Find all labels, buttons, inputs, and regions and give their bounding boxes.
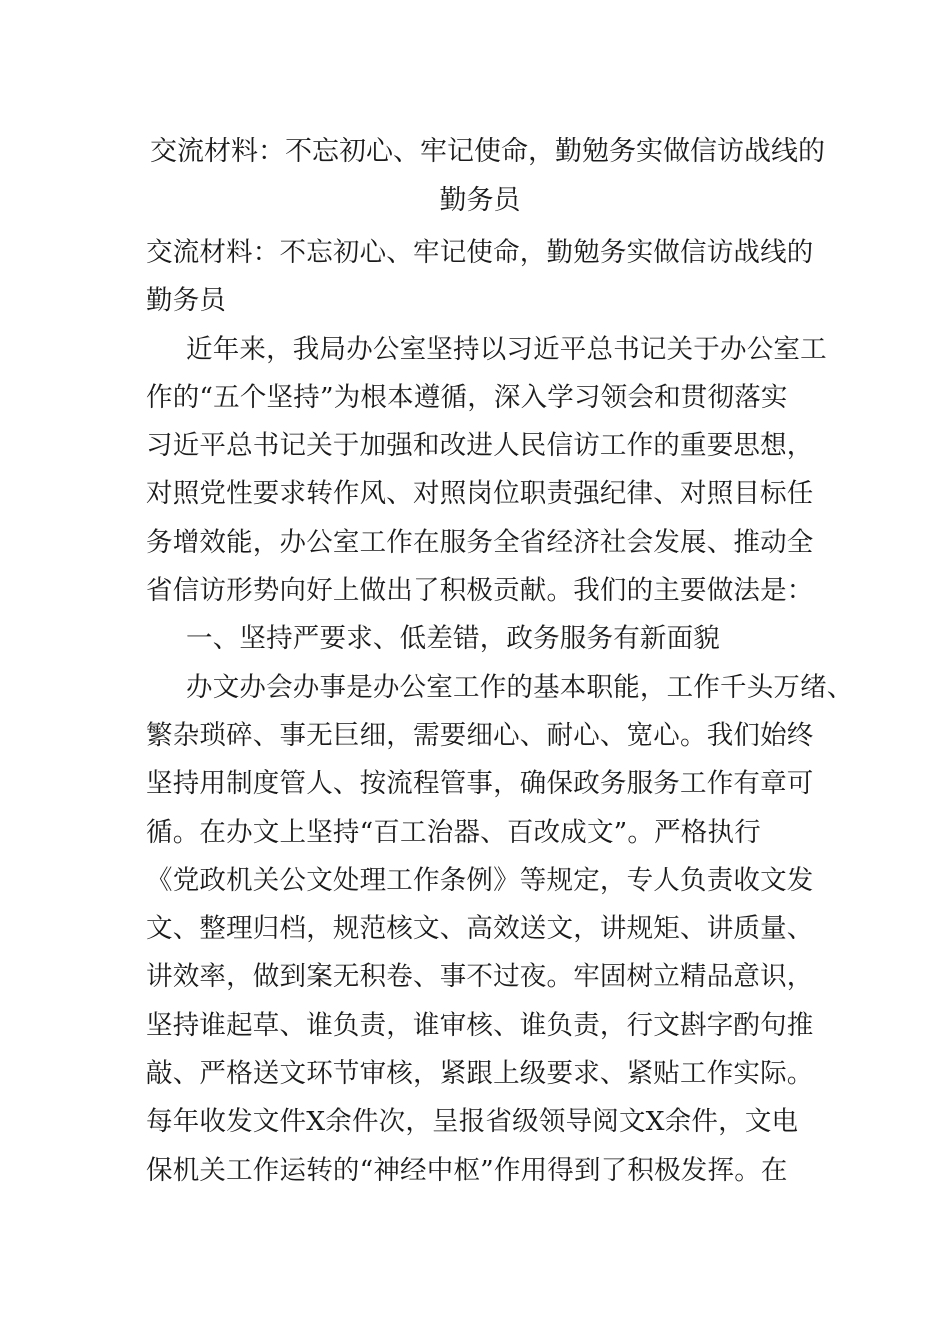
body-line: 敲、严格送文环节审核，紧跟上级要求、紧贴工作实际。 <box>146 1058 814 1090</box>
body-line: 近年来，我局办公室坚持以习近平总书记关于办公室工 <box>186 333 827 365</box>
body-line: 讲效率，做到案无积卷、事不过夜。牢固树立精品意识， <box>146 961 814 993</box>
body-line: 勤务员 <box>146 285 227 317</box>
body-line: 务增效能，办公室工作在服务全省经济社会发展、推动全 <box>146 526 814 558</box>
body-line: 一、坚持严要求、低差错，政务服务有新面貌 <box>186 623 720 655</box>
body-line: 省信访形势向好上做出了积极贡献。我们的主要做法是： <box>146 575 814 607</box>
body-line: 习近平总书记关于加强和改进人民信访工作的重要思想， <box>146 430 814 462</box>
body-line: 坚持谁起草、谁负责，谁审核、谁负责，行文斟字酌句推 <box>146 1009 814 1041</box>
body-line: 对照党性要求转作风、对照岗位职责强纪律、对照目标任 <box>146 478 814 510</box>
body-line: 交流材料：不忘初心、牢记使命，勤勉务实做信访战线的 <box>146 237 814 268</box>
body-line: 循。在办文上坚持“百工治器、百改成文”。严格执行 <box>146 816 761 848</box>
body-line: 文、整理归档，规范核文、高效送文，讲规矩、讲质量、 <box>146 913 814 945</box>
body-line: 繁杂琐碎、事无巨细，需要细心、耐心、宽心。我们始终 <box>146 719 814 751</box>
body-line: 保机关工作运转的“神经中枢”作用得到了积极发挥。在 <box>146 1154 788 1186</box>
body-line: 作的“五个坚持”为根本遵循，深入学习领会和贯彻落实 <box>146 381 788 413</box>
body-line: 每年收发文件X余件次，呈报省级领导阅文X余件，文电 <box>146 1106 799 1138</box>
document-body <box>146 229 854 1195</box>
body-line: 坚持用制度管人、按流程管事，确保政务服务工作有章可 <box>146 768 814 800</box>
document-title-line-1: 交流材料：不忘初心、牢记使命，勤勉务实做信访战线的 <box>150 136 825 167</box>
document-title-line-2: 勤务员 <box>439 185 521 216</box>
body-line: 《党政机关公文处理工作条例》等规定，专人负责收文发 <box>146 864 814 896</box>
body-line: 办文办会办事是办公室工作的基本职能，工作千头万绪、 <box>186 671 854 703</box>
